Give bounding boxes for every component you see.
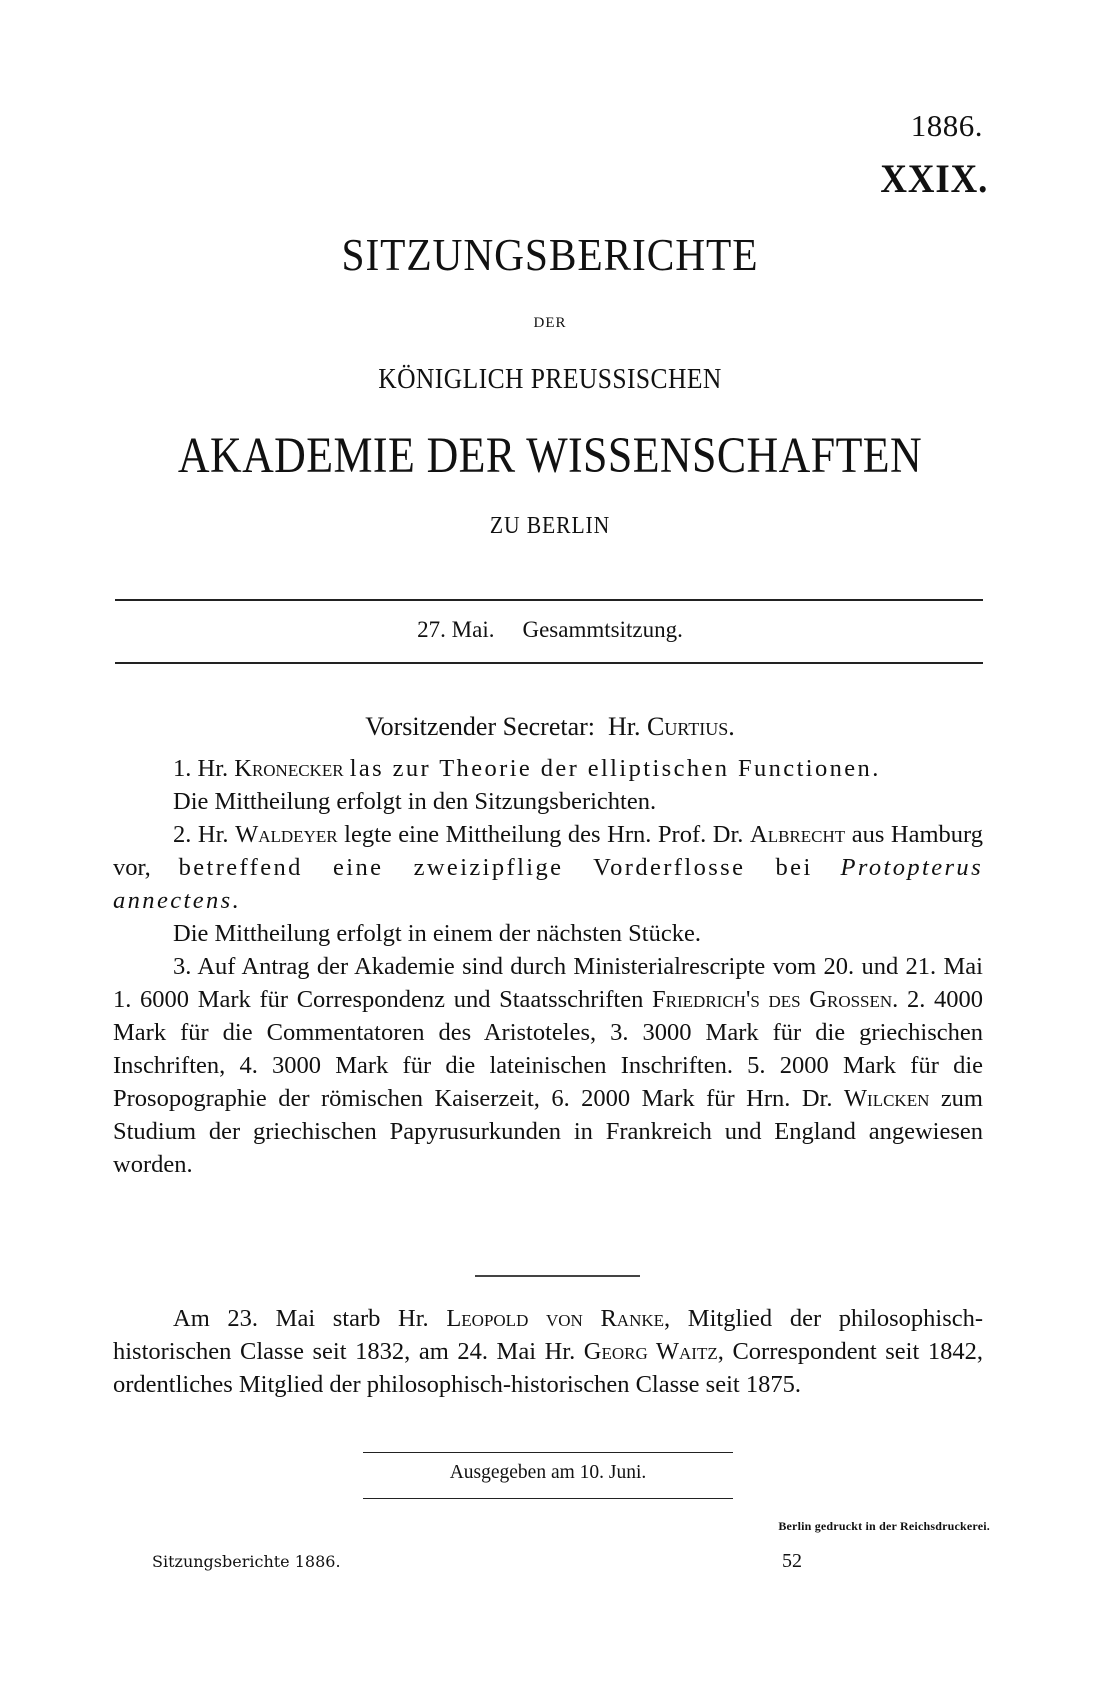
item-2 xyxy=(113,818,983,917)
proceedings-body xyxy=(113,752,983,1181)
item-2-text-b: aus Hamburg vor, xyxy=(113,821,984,881)
item-1-number: 1. Hr. xyxy=(173,755,229,782)
item-3 xyxy=(113,950,983,1181)
obituary xyxy=(113,1302,983,1401)
obituary-person-ranke: Leopold von Ranke xyxy=(446,1305,665,1332)
obituary-person-waitz: Georg Waitz xyxy=(583,1338,718,1365)
item-1-text: las zur Theorie der elliptischen Functionen. xyxy=(349,755,881,782)
issued-date: Ausgegeben am 10. Juni. xyxy=(449,1462,647,1483)
item-3-person: Friedrich's des Grossen xyxy=(652,986,893,1013)
journal-title: SITZUNGSBERICHTE xyxy=(341,229,759,280)
journal-title-der: DER xyxy=(533,315,567,331)
item-3-text-b: . 2. 4000 Mark für die Commentatoren des Aristoteles, 3. 3000 Mark für die griechischen Inschriften, 4. 3000 Mark für die lateinischen Inschriften. 5. 2000 Mark für die Prosopographie der römischen Kaiserzeit, 6. 2000 Mark für Hrn. Dr. xyxy=(113,986,984,1112)
issue-number: XXIX. xyxy=(880,156,988,201)
item-3-text-c: zum Studium der griechischen Papyrusurkunden in Frankreich und England angewiesen worden. xyxy=(113,1085,983,1178)
item-3-text-a: 3. Auf Antrag der Akademie sind durch Ministerialrescripte vom 20. und 21. Mai 1. 6000 Mark für Correspondenz und Staatsschriften xyxy=(113,953,983,1013)
issued-rule-top xyxy=(363,1452,733,1453)
item-2-species: Protopterus annectens. xyxy=(113,854,984,914)
item-1-person: Kronecker xyxy=(234,755,344,782)
issued-rule-bottom xyxy=(363,1498,733,1499)
session-heading xyxy=(0,617,1100,643)
academy-city: ZU BERLIN xyxy=(489,513,611,539)
obituary-text-c: , Correspondent seit 1842, ordentliches Mitglied der philosophisch-historischen Classe seit 1875. xyxy=(113,1338,983,1398)
journal-title-royal: KÖNIGLICH PREUSSISCHEN xyxy=(378,363,722,395)
item-2-note: Die Mittheilung erfolgt in einem der nächsten Stücke. xyxy=(173,920,701,947)
item-1 xyxy=(113,752,983,785)
divider-rule xyxy=(115,662,983,664)
academy-name: AKADEMIE DER WISSENSCHAFTEN xyxy=(177,428,923,484)
chair-label: Vorsitzender Secretar: xyxy=(365,712,596,741)
divider-rule xyxy=(115,599,983,601)
footer-journal: Sitzungsberichte 1886. xyxy=(152,1552,341,1571)
page-number: 52 xyxy=(782,1550,802,1572)
printer-note: Berlin gedruckt in der Reichsdruckerei. xyxy=(778,1519,990,1533)
chair-hr: Hr. xyxy=(608,712,641,741)
obituary-text-a: Am 23. Mai starb Hr. xyxy=(173,1305,429,1332)
item-2-text-c: betreffend eine zweizipflige Vorderflosse bei xyxy=(178,854,813,881)
item-2-text-a: legte eine Mittheilung des Hrn. Prof. Dr. xyxy=(344,821,744,848)
obituary-text-b: , Mitglied der philosophisch-historischen Classe seit 1832, am 24. Mai Hr. xyxy=(113,1305,984,1365)
chair-name: Curtius. xyxy=(647,712,735,741)
item-2-person: Waldeyer xyxy=(235,821,338,848)
item-1-note: Die Mittheilung erfolgt in den Sitzungsberichten. xyxy=(173,788,657,815)
item-3-person2: Wilcken xyxy=(843,1085,930,1112)
short-divider xyxy=(475,1275,640,1277)
year: 1886. xyxy=(910,108,983,143)
session-type: Gesammtsitzung. xyxy=(522,617,683,642)
chair-line xyxy=(0,712,1100,742)
session-date: 27. Mai. xyxy=(417,617,495,642)
item-2-person2: Albrecht xyxy=(750,821,846,848)
item-2-number: 2. Hr. xyxy=(173,821,229,848)
